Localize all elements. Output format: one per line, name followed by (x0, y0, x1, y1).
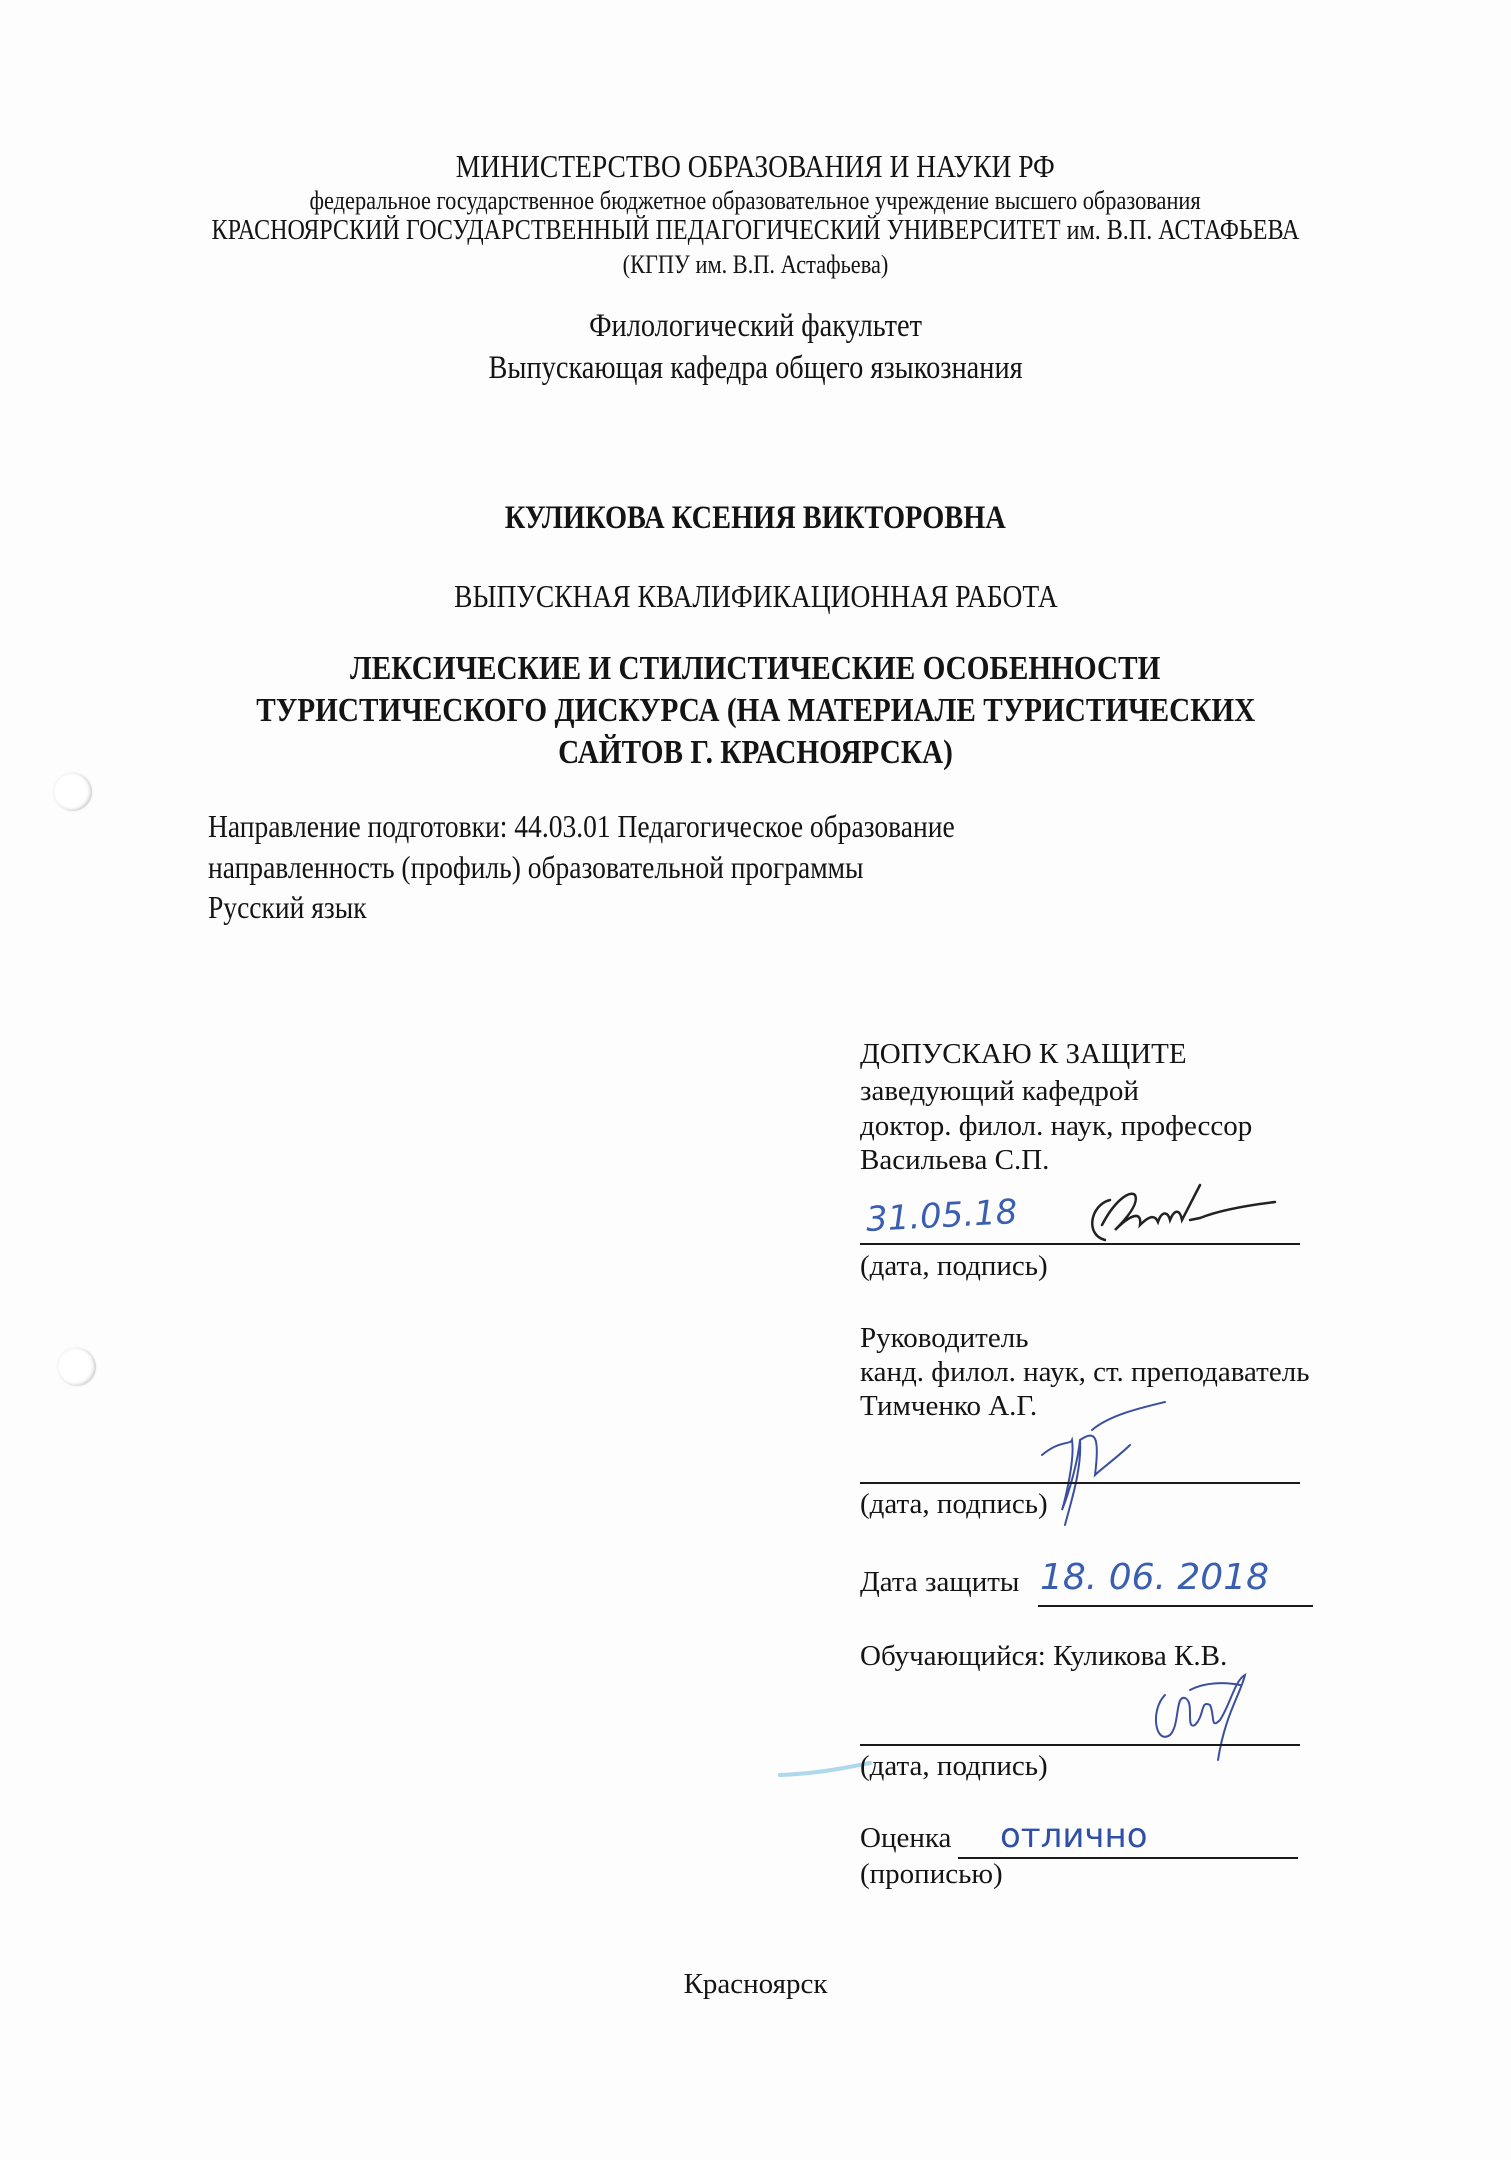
institution-type: федеральное государственное бюджетное образовательное учреждение высшего образования (309, 186, 1202, 215)
ministry-heading: МИНИСТЕРСТВО ОБРАЗОВАНИЯ И НАУКИ РФ (455, 148, 1056, 184)
student-signature-line (860, 1744, 1300, 1746)
work-type: ВЫПУСКНАЯ КВАЛИФИКАЦИОННАЯ РАБОТА (453, 578, 1058, 614)
approval-role: заведующий кафедрой (860, 1075, 1139, 1107)
city: Красноярск (683, 1968, 828, 2000)
department-name: Выпускающая кафедра общего языкознания (488, 350, 1023, 386)
supervisor-signature-line (860, 1482, 1300, 1484)
approval-handwritten-date: 31.05.18 (865, 1192, 1019, 1240)
approval-signature-line (860, 1243, 1300, 1245)
direction-line: направленность (профиль) образовательной программы (208, 849, 864, 885)
punch-hole-bottom (58, 1348, 96, 1386)
defense-date-line (1038, 1605, 1313, 1607)
grade-label: Оценка (860, 1822, 952, 1854)
defense-date-label: Дата защиты (860, 1566, 1020, 1598)
approval-caption: (дата, подпись) (860, 1250, 1048, 1282)
thesis-title-line: САЙТОВ Г. КРАСНОЯРСКА) (558, 734, 953, 771)
supervisor-caption: (дата, подпись) (860, 1488, 1048, 1520)
university-abbr: (КГПУ им. В.П. Астафьева) (622, 250, 889, 279)
punch-hole-top (54, 773, 92, 811)
grade-line (958, 1857, 1298, 1859)
university-name: КРАСНОЯРСКИЙ ГОСУДАРСТВЕННЫЙ ПЕДАГОГИЧЕСКИЙ УНИВЕРСИТЕТ им. В.П. АСТАФЬЕВА (211, 215, 1300, 246)
defense-handwritten-date: 18. 06. 2018 (1040, 1557, 1270, 1598)
grade-handwritten-value: отлично (1000, 1816, 1148, 1856)
supervisor-heading: Руководитель (860, 1322, 1029, 1354)
faculty-name: Филологический факультет (589, 308, 922, 344)
author-name: КУЛИКОВА КСЕНИЯ ВИКТОРОВНА (504, 500, 1006, 536)
student-label: Обучающийся: Куликова К.В. (860, 1640, 1228, 1672)
thesis-title-line: ТУРИСТИЧЕСКОГО ДИСКУРСА (НА МАТЕРИАЛЕ ТУРИСТИЧЕСКИХ (256, 692, 1255, 729)
supervisor-signature (1040, 1400, 1170, 1530)
student-signature (1150, 1670, 1260, 1770)
grade-caption: (прописью) (860, 1858, 1003, 1890)
direction-line: Русский язык (208, 889, 367, 925)
approval-signature (1080, 1180, 1300, 1250)
thesis-title-line: ЛЕКСИЧЕСКИЕ И СТИЛИСТИЧЕСКИЕ ОСОБЕННОСТИ (350, 650, 1161, 687)
supervisor-degree: канд. филол. наук, ст. преподаватель (860, 1356, 1310, 1388)
approval-name: Васильева С.П. (860, 1144, 1050, 1176)
student-caption: (дата, подпись) (860, 1750, 1048, 1782)
direction-line: Направление подготовки: 44.03.01 Педагогическое образование (208, 808, 955, 844)
supervisor-name: Тимченко А.Г. (860, 1390, 1038, 1422)
approval-degree: доктор. филол. наук, профессор (860, 1110, 1253, 1142)
approval-heading: ДОПУСКАЮ К ЗАЩИТЕ (860, 1038, 1187, 1070)
